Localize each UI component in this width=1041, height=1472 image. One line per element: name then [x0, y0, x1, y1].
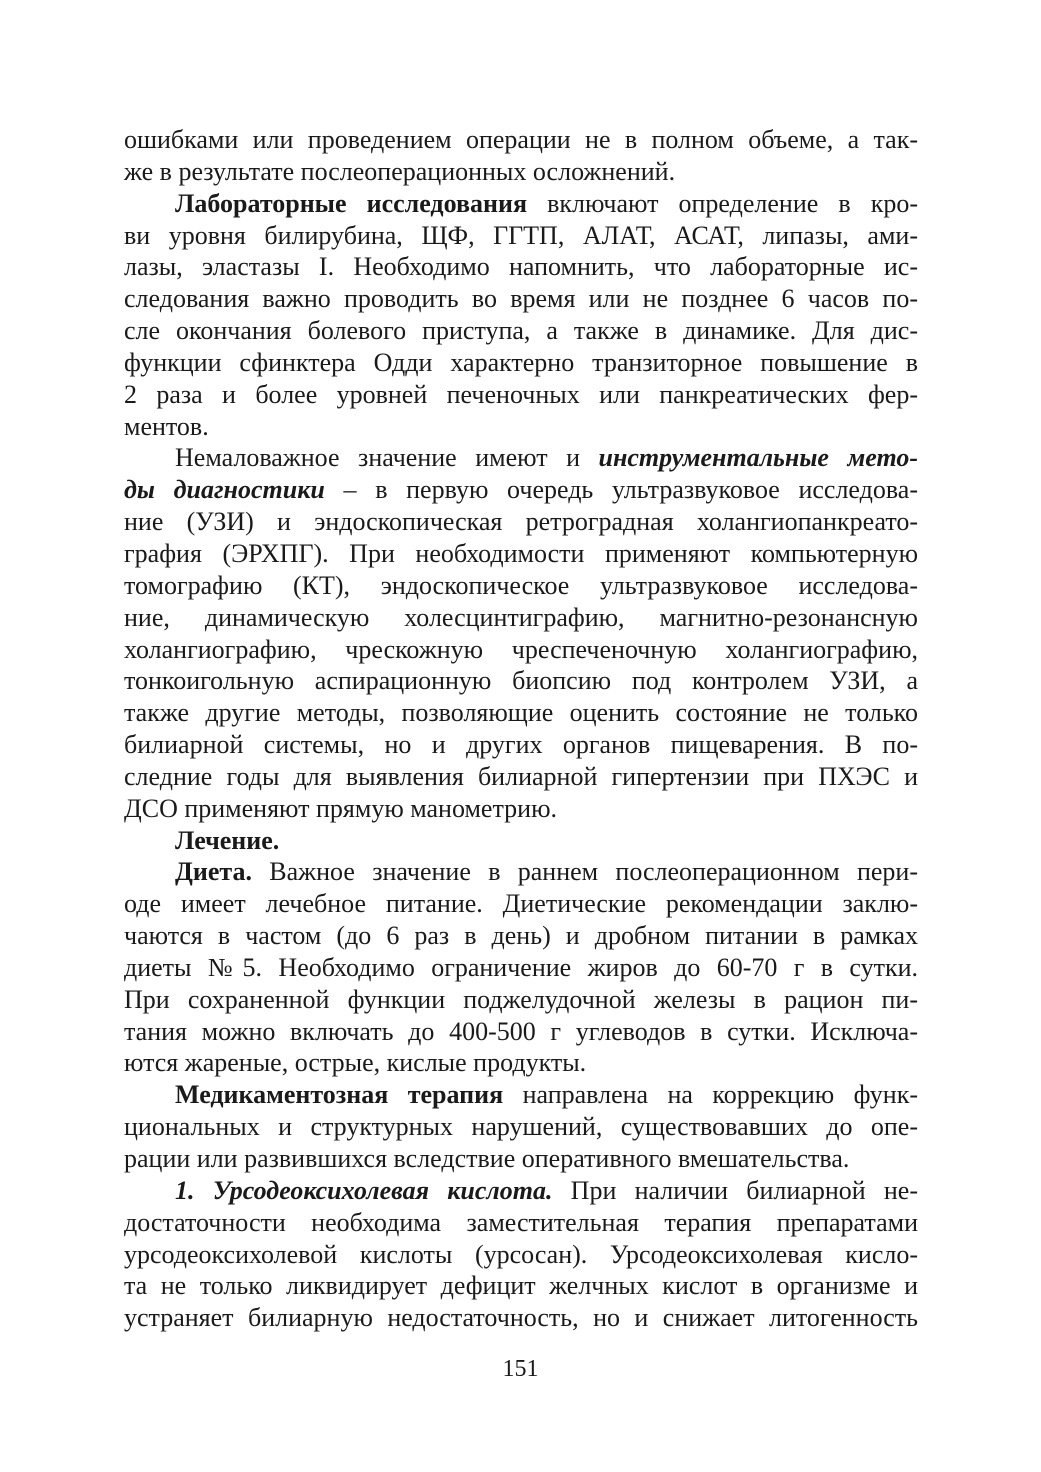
paragraph-first-line: Немаловажное значение имеют и инструментальные мето-: [175, 443, 918, 473]
bold-italic-term: 1. Урсодеоксихолевая кислота.: [175, 1175, 553, 1205]
paragraph-last-line: же в результате послеоперационных осложнений.: [124, 156, 676, 186]
paragraph-first-line: Медикаментозная терапия направлена на коррекцию функ-: [175, 1080, 918, 1110]
text-line: лазы, эластазы I. Необходимо напомнить, что лабораторные ис-: [124, 252, 918, 282]
text-line: чаются в частом (до 6 раз в день) и дробном питании в рамках: [124, 921, 918, 951]
text-line: холангиографию, чрескожную чреспеченочную холангиографию,: [124, 634, 918, 664]
text-line: оде имеет лечебное питание. Диетические рекомендации заклю-: [124, 889, 918, 919]
bold-heading: Диета.: [175, 857, 252, 887]
text-line: урсодеоксихолевой кислоты (урсосан). Урсодеоксихолевая кисло-: [124, 1239, 918, 1269]
bold-italic-term: инструментальные мето-: [598, 443, 918, 473]
paragraph-last-line: ются жареные, острые, кислые продукты.: [124, 1048, 587, 1078]
text-line: ви уровня билирубина, ЩФ, ГГТП, АЛАТ, АСАТ, липазы, ами-: [124, 220, 918, 250]
text-line: диеты №5. Необходимо ограничение жиров до 60-70 г в сутки.: [124, 952, 918, 982]
bold-italic-term: ды диагностики: [124, 475, 325, 505]
section-heading: [124, 825, 918, 857]
text-line: также другие методы, позволяющие оценить состояние не только: [124, 698, 918, 728]
text-line: сле окончания болевого приступа, а также в динамике. Для дис-: [124, 316, 918, 346]
paragraph-first-line: Лабораторные исследования включают определение в кро-: [175, 188, 918, 218]
text-line: функции сфинктера Одди характерно транзиторное повышение в: [124, 347, 918, 377]
text-line: билиарной системы, но и других органов пищеварения. В по-: [124, 730, 918, 760]
text-line: При сохраненной функции поджелудочной железы в рацион пи-: [124, 984, 918, 1014]
text-line: та не только ликвидирует дефицит желчных кислот в организме и: [124, 1271, 918, 1301]
bold-heading: Медикаментозная терапия: [175, 1080, 504, 1110]
paragraph-last-line: ДСО применяют прямую манометрию.: [124, 793, 557, 823]
text-line: ние, динамическую холесцинтиграфию, магнитно-резонансную: [124, 602, 918, 632]
body-text: [124, 124, 918, 1334]
page-number: 151: [502, 1356, 539, 1382]
text-line: следние годы для выявления билиарной гипертензии при ПХЭС и: [124, 761, 918, 791]
text-line: тания можно включать до 400-500 г углеводов в сутки. Исключа-: [124, 1016, 918, 1046]
text-line: достаточности необходима заместительная терапия препаратами: [124, 1207, 918, 1237]
text-line: циональных и структурных нарушений, существовавших до опе-: [124, 1112, 918, 1142]
bold-heading: Лечение.: [175, 825, 280, 855]
text-line: устраняет билиарную недостаточность, но и снижает литогенность: [124, 1303, 918, 1333]
bold-heading: Лабораторные исследования: [175, 188, 528, 218]
text-line: 2 раза и более уровней печеночных или панкреатических фер-: [124, 379, 918, 409]
paragraph-first-line: 1. Урсодеоксихолевая кислота. При наличии билиарной не-: [175, 1175, 918, 1205]
paragraph-first-line: Диета. Важное значение в раннем послеоперационном пери-: [175, 857, 918, 887]
text-line: ды диагностики – в первую очередь ультразвуковое исследова-: [124, 475, 918, 505]
text-line: томографию (КТ), эндоскопическое ультразвуковое исследова-: [124, 570, 918, 600]
text-line: ние (УЗИ) и эндоскопическая ретроградная холангиопанкреато-: [124, 507, 918, 537]
paragraph-last-line: ментов.: [124, 411, 209, 441]
text-line: тонкоигольную аспирационную биопсию под контролем УЗИ, а: [124, 666, 918, 696]
text-line: ошибками или проведением операции не в полном объеме, а так-: [124, 125, 918, 154]
text-line: графия (ЭРХПГ). При необходимости применяют компьютерную: [124, 538, 918, 568]
paragraph-last-line: рации или развившихся вследствие оперативного вмешательства.: [124, 1144, 850, 1173]
text-line: следования важно проводить во время или не позднее 6 часов по-: [124, 284, 918, 314]
